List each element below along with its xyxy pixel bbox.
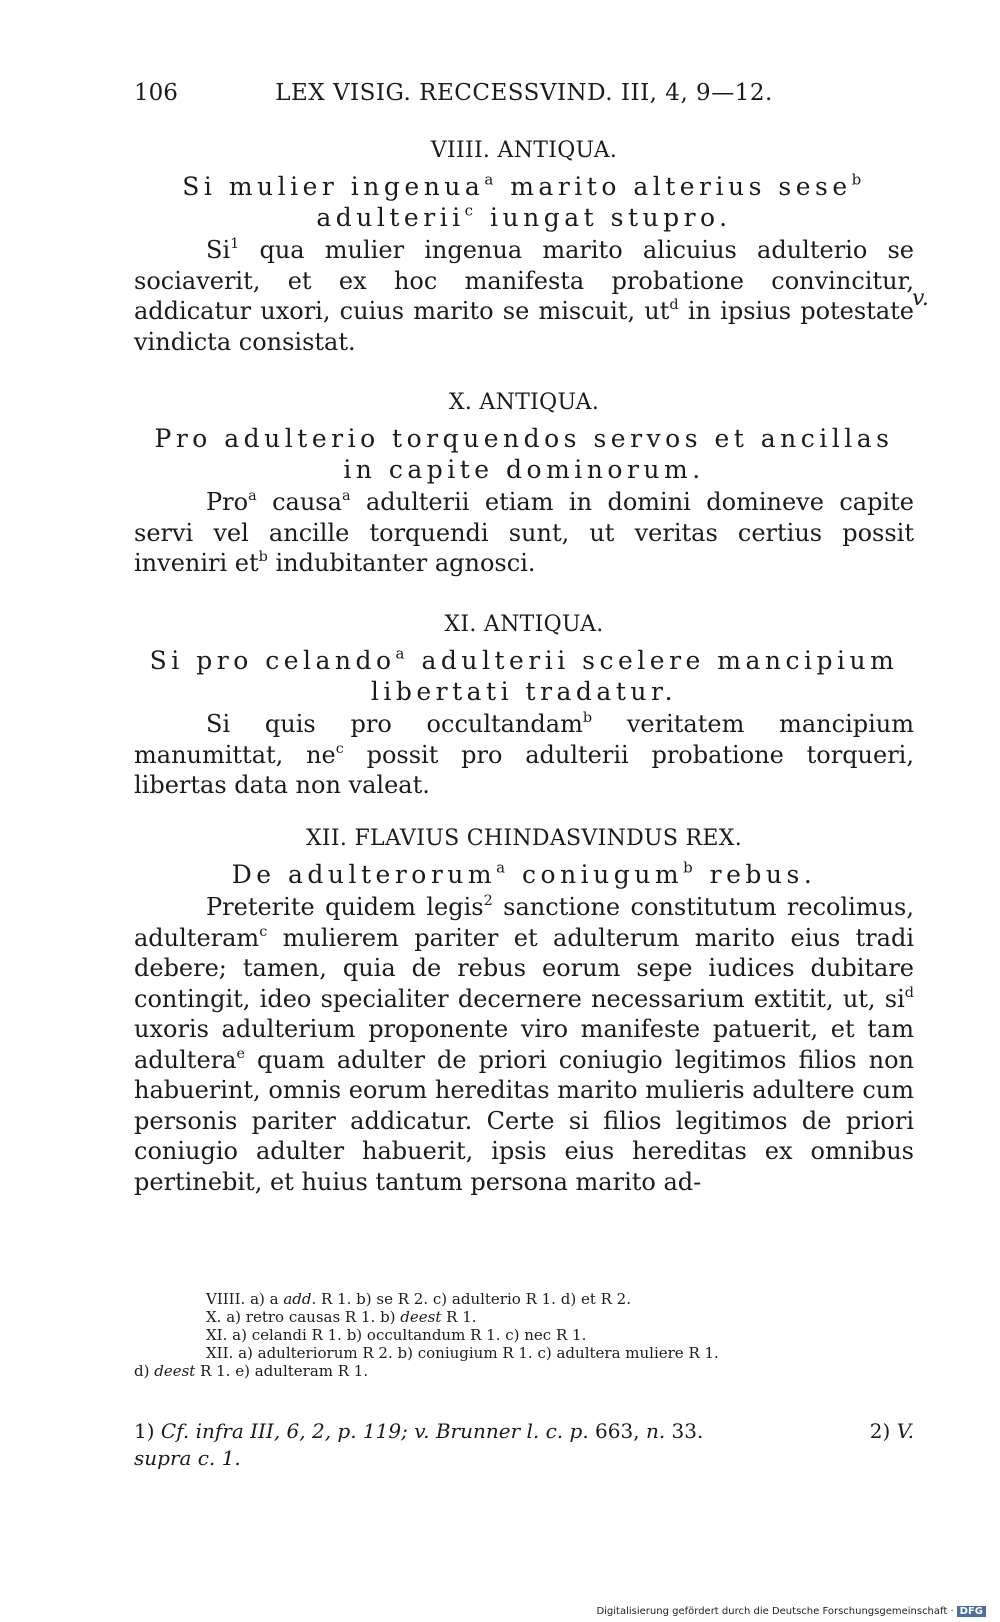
section-11-title: Si pro celando$^a$ adulterii scelere mancipium libertati tradatur. <box>149 644 899 706</box>
section-9 <box>134 138 914 357</box>
footnote-2: 2) V. <box>869 1419 914 1443</box>
apparatus-line-11: XI. a) celandi R 1. b) occultandum R 1. c) nec R 1. <box>206 1326 587 1344</box>
dfg-logo: DFG <box>957 1606 986 1617</box>
margin-note: v. <box>912 286 929 311</box>
page-header <box>134 80 914 120</box>
footnotes <box>134 1418 914 1472</box>
apparatus-line-9: VIIII. a) a add. R 1. b) se R 2. c) adulterio R 1. d) et R 2. <box>206 1290 631 1308</box>
apparatus-line-12-cont: d) deest R 1. e) adulteram R 1. <box>134 1362 369 1380</box>
critical-apparatus <box>134 1290 914 1380</box>
section-11-text: Si quis pro occultandam$^b$ veritatem mancipium manumittat, $ne^c$ possit pro adulterii probatione torqueri, libertas data non valeat. <box>134 709 914 799</box>
section-9-title: Si mulier ingenua$^a$ marito alterius sese$^b$ adulterii$^c$ iungat stupro. <box>182 170 866 232</box>
section-12-text: Preterite quidem legis$^2$ sanctione constitutum recolimus, adulteram$^c$ mulierem pariter et adulterum marito eius tradi debere; tamen, quia de rebus eorum sepe iudices dubitare contingit, ideo specialiter decernere necessarium extitit, ut, $si^d$ uxoris adulterium proponente viro manifeste patuerit, et tam adultera$^e$ quam adulter de priori coniugio legitimos filios non habuerint, omnis eorum hereditas marito mulieris adultere cum personis pariter addicatur. Certe si filios legitimos de priori coniugio adulter habuerit, ipsis eius hereditas ex omnibus pertinebit, et huius tantum persona marito ad- <box>134 892 914 1196</box>
apparatus-line-12: XII. a) adulteriorum R 2. b) coniugium R 1. c) adultera muliere R 1. <box>206 1344 719 1362</box>
section-11-heading: XI. ANTIQUA. <box>444 612 604 637</box>
section-12-title: De adulterorum$^a$ coniugum$^b$ rebus. <box>231 858 817 889</box>
section-10-heading: X. ANTIQUA. <box>448 390 600 415</box>
section-10 <box>134 390 914 579</box>
section-10-text: Pro$^a$ causa$^a$ adulterii etiam in domini domineve capite servi vel ancille torquendi sunt, ut veritas certius possit inveniri $et^b$ indubitanter agnosci. <box>134 487 914 577</box>
footnote-1: 1) Cf. infra III, 6, 2, p. 119; v. Brunner l. c. p. 663, n. 33. <box>134 1419 704 1443</box>
section-10-title: Pro adulterio torquendos servos et ancillas in capite dominorum. <box>154 424 894 484</box>
section-12-heading: XII. FLAVIUS CHINDASVINDUS REX. <box>305 826 743 851</box>
apparatus-line-10: X. a) retro causas R 1. b) deest R 1. <box>206 1308 477 1326</box>
running-title: LEX VISIG. RECCESSVIND. III, 4, 9—12. <box>275 80 773 106</box>
section-9-heading: VIIII. ANTIQUA. <box>430 138 618 163</box>
section-12 <box>134 826 914 1197</box>
section-9-text: Si$^1$ qua mulier ingenua marito alicuius adulterio se sociaverit, et ex hoc manifesta probatione convincitur, addicatur uxori, cuius marito se miscuit, $ut^d$ in ipsius potestate vindicta consistat. <box>134 235 914 356</box>
footnote-2-cont: supra c. 1. <box>134 1446 241 1470</box>
page-number: 106 <box>134 80 178 106</box>
section-11 <box>134 612 914 801</box>
digitization-credit: Digitalisierung gefördert durch die Deutsche Forschungsgemeinschaft · DFG <box>596 1606 986 1617</box>
